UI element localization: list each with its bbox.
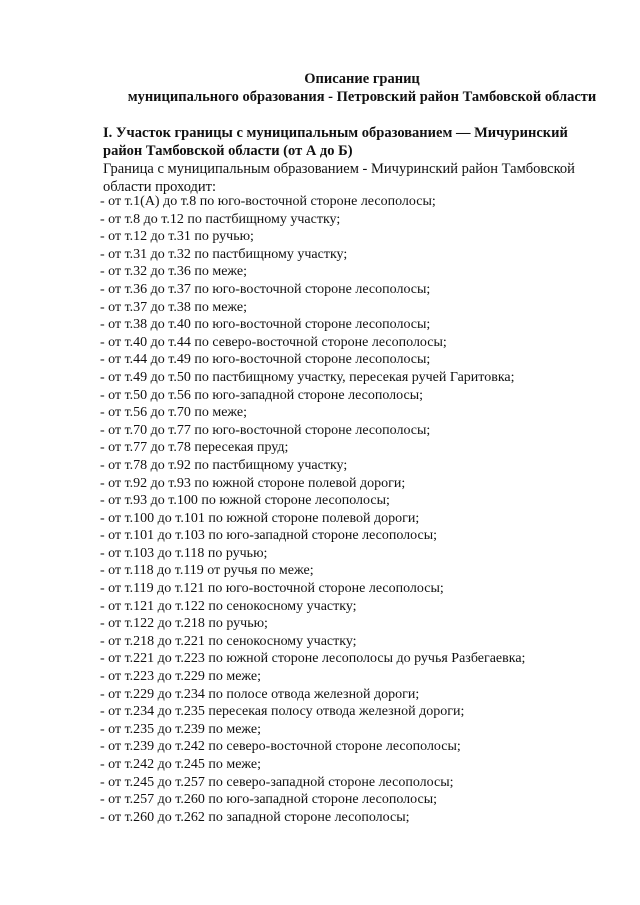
list-item: - от т.77 до т.78 пересекая пруд; (100, 440, 289, 456)
list-item: - от т.103 до т.118 по ручью; (100, 545, 268, 561)
list-item: - от т.38 до т.40 по юго-восточной стороне лесополосы; (100, 317, 431, 333)
list-item: - от т.235 до т.239 по меже; (100, 721, 262, 737)
document-title: Описание границ (304, 71, 420, 87)
boundary-segment-list (100, 193, 525, 826)
list-item: - от т.49 до т.50 по пастбищному участку, пересекая ручей Гаритовка; (100, 369, 515, 385)
list-item: - от т.221 до т.223 по южной стороне лесополосы до ручья Разбегаевка; (100, 651, 526, 667)
list-item: - от т.242 до т.245 по меже; (100, 757, 262, 772)
list-item: - от т.121 до т.122 по сенокосному участку; (100, 598, 357, 614)
list-item: - от т.93 до т.100 по южной стороне лесополосы; (100, 493, 390, 509)
document-subtitle: муниципального образования - Петровский район Тамбовской области (127, 89, 597, 105)
list-item: - от т.50 до т.56 по юго-западной стороне лесополосы; (100, 387, 423, 403)
intro-line-1: Граница с муниципальным образованием - Мичуринский район Тамбовской (103, 161, 575, 177)
list-item: - от т.56 до т.70 по меже; (100, 405, 248, 421)
list-item: - от т.118 до т.119 от ручья по меже; (100, 563, 314, 579)
list-item: - от т.8 до т.12 по пастбищному участку; (100, 211, 341, 227)
section-heading (103, 124, 623, 160)
intro-line-2: области проходит: (103, 179, 217, 195)
list-item: - от т.1(А) до т.8 по юго-восточной стороне лесополосы; (100, 194, 436, 209)
list-item: - от т.239 до т.242 по северо-восточной стороне лесополосы; (100, 739, 461, 755)
list-item: - от т.32 до т.36 по меже; (100, 264, 248, 280)
section-heading-line-1: I. Участок границы с муниципальным образованием — Мичуринский (103, 125, 568, 141)
list-item: - от т.260 до т.262 по западной стороне лесополосы; (100, 809, 410, 825)
list-item: - от т.119 до т.121 по юго-восточной стороне лесополосы; (100, 581, 444, 597)
list-item: - от т.101 до т.103 по юго-западной стороне лесополосы; (100, 528, 437, 544)
list-item: - от т.218 до т.221 по сенокосному участку; (100, 633, 357, 649)
list-item: - от т.40 до т.44 по северо-восточной стороне лесополосы; (100, 334, 447, 350)
list-item: - от т.245 до т.257 по северо-западной стороне лесополосы; (100, 774, 454, 790)
intro-paragraph (103, 160, 623, 196)
section-heading-line-2: район Тамбовской области (от А до Б) (103, 143, 353, 159)
list-item: - от т.229 до т.234 по полосе отвода железной дороги; (100, 686, 420, 702)
list-item: - от т.36 до т.37 по юго-восточной стороне лесополосы; (100, 281, 431, 297)
list-item: - от т.12 до т.31 по ручью; (100, 229, 254, 245)
list-item: - от т.78 до т.92 по пастбищному участку; (100, 457, 348, 473)
list-item: - от т.31 до т.32 по пастбищному участку; (100, 246, 348, 262)
list-item: - от т.122 до т.218 по ручью; (100, 616, 268, 632)
list-item: - от т.100 до т.101 по южной стороне полевой дороги; (100, 510, 420, 526)
list-item: - от т.44 до т.49 по юго-восточной стороне лесополосы; (100, 352, 431, 368)
list-item: - от т.70 до т.77 по юго-восточной стороне лесополосы; (100, 422, 431, 438)
list-item: - от т.92 до т.93 по южной стороне полевой дороги; (100, 475, 406, 491)
list-item: - от т.257 до т.260 по юго-западной стороне лесополосы; (100, 792, 437, 808)
list-item: - от т.223 до т.229 по меже; (100, 669, 262, 685)
list-item: - от т.234 до т.235 пересекая полосу отвода железной дороги; (100, 704, 465, 720)
list-item: - от т.37 до т.38 по меже; (100, 299, 248, 315)
